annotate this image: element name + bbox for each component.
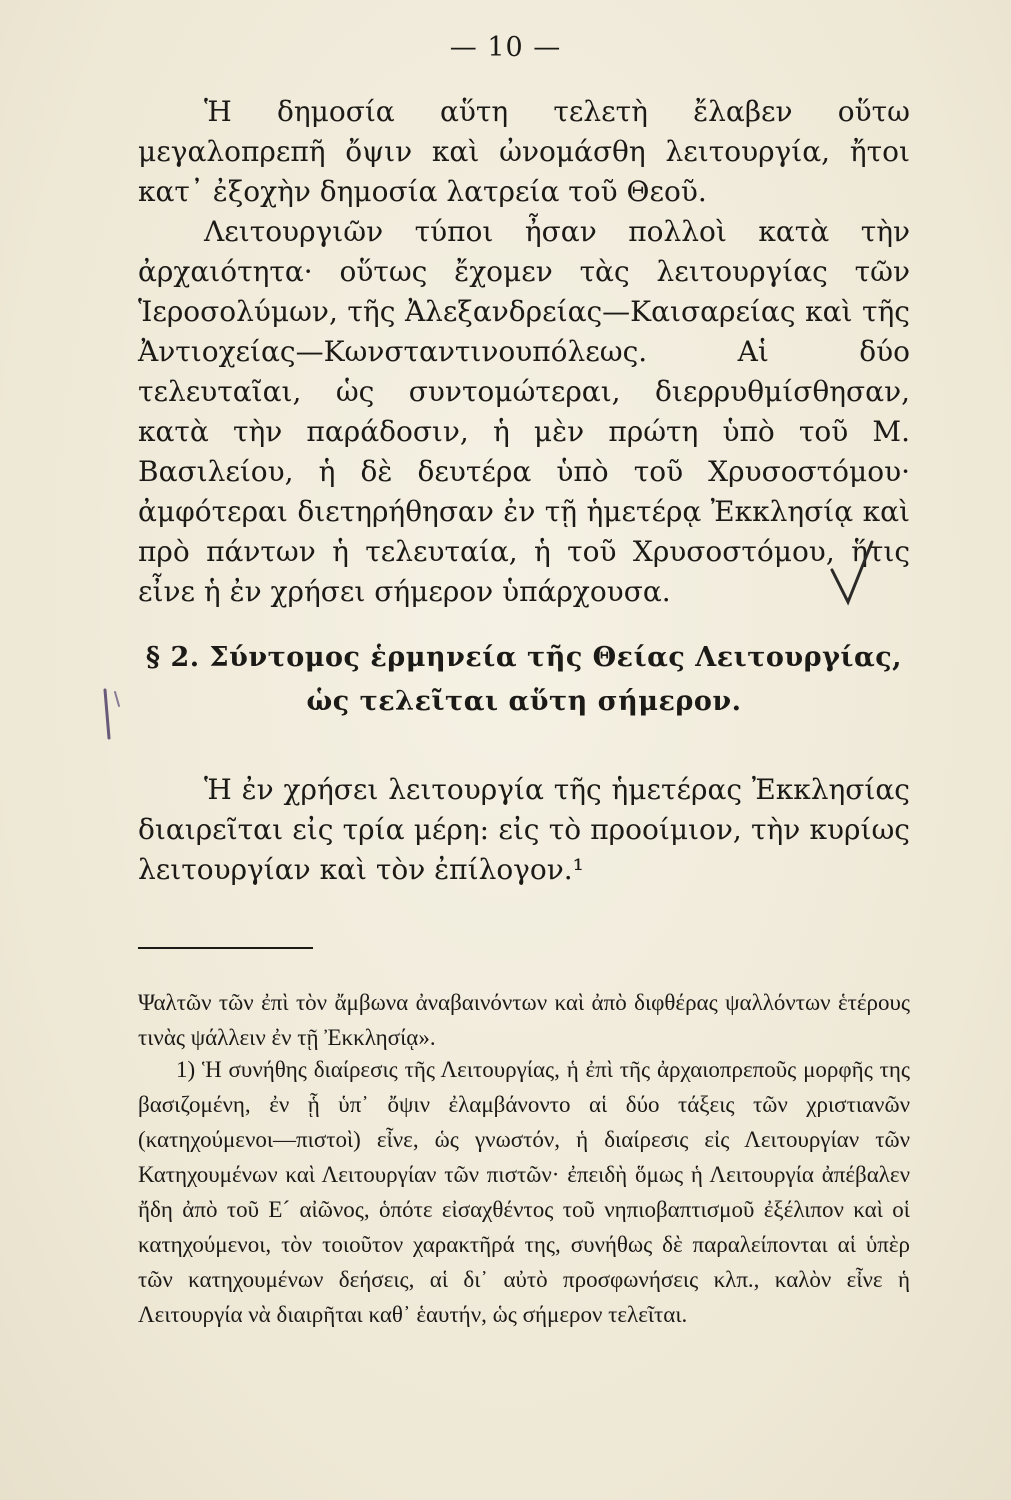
paragraph-liturgy-division: Ἡ ἐν χρήσει λειτουργία τῆς ἡμετέρας Ἐκκλησίας διαιρεῖται εἰς τρία μέρη: εἰς τὸ προοίμιον, τὴν κυρίως λειτουργίαν καὶ τὸν ἐπίλογον.¹ — [138, 773, 910, 886]
paragraph-liturgy-definition: Ἡ δημοσία αὕτη τελετὴ ἔλαβεν οὕτω μεγαλοπρεπῆ ὄψιν καὶ ὠνομάσθη λειτουργία, ἤτοι κατ᾽ ἐξοχὴν δημοσία λατρεία τοῦ Θεοῦ. — [138, 95, 910, 208]
footnote-1: 1) Ἡ συνήθης διαίρεσις τῆς Λειτουργίας, ἡ ἐπὶ τῆς ἀρχαιοπρεποῦς μορφῆς της βασιζομένη, ἐν ᾗ ὑπ᾽ ὄψιν ἐλαμβάνοντο αἱ δύο τάξεις τῶν χριστιανῶν (κατηχούμενοι—πιστοὶ) εἶνε, ὡς γνωστόν, ἡ διαίρεσις εἰς Λειτουργίαν τῶν Κατηχουμένων καὶ Λειτουργίαν τῶν πιστῶν· ἐπειδὴ ὅμως ἡ Λειτουργία ἀπέβαλεν ἤδη ἀπὸ τοῦ Ε´ αἰῶνος, ὁπότε εἰσαχθέντος τοῦ νηπιοβαπτισμοῦ ἐξέλιπον καὶ οἱ κατηχούμενοι, τὸν τοιοῦτον χαρακτῆρά της, συνήθως δὲ παραλείπονται αἱ ὑπὲρ τῶν κατηχουμένων δεήσεις, αἱ δι᾽ αὐτὸ προσφωνήσεις κλπ., καλὸν εἶνε ἡ Λειτουργία νὰ διαιρῆται καθ᾽ ἑαυτήν, ὡς σήμερον τελεῖται. — [138, 1057, 910, 1327]
section-heading-line-2: ὡς τελεῖται αὕτη σήμερον. — [306, 686, 742, 717]
section-heading — [138, 636, 910, 724]
footnote-divider — [138, 947, 313, 949]
footnote-continuation: Ψαλτῶν τῶν ἐπὶ τὸν ἄμβωνα ἀναβαινόντων καὶ ἀπὸ διφθέρας ψαλλόντων ἑτέρους τινὰς ψάλλειν ἐν τῇ Ἐκκλησίᾳ». — [138, 990, 910, 1050]
pencil-check-icon — [828, 540, 878, 614]
paragraph-liturgy-types: Λειτουργιῶν τύποι ἦσαν πολλοὶ κατὰ τὴν ἀρχαιότητα· οὕτως ἔχομεν τὰς λειτουργίας τῶν Ἱεροσολύμων, τῆς Ἀλεξανδρείας—Καισαρείας καὶ τῆς Ἀντιοχείας—Κωνσταντινουπόλεως. Αἱ δύο τελευταῖαι, ὡς συντομώτεραι, διερρυθμίσθησαν, κατὰ τὴν παράδοσιν, ἡ μὲν πρώτη ὑπὸ τοῦ Μ. Βασιλείου, ἡ δὲ δευτέρα ὑπὸ τοῦ Χρυσοστόμου· ἀμφότεραι διετηρήθησαν ἐν τῇ ἡμετέρᾳ Ἐκκλησίᾳ καὶ πρὸ πάντων ἡ τελευταία, ἡ τοῦ Χρυσοστόμου, ἥτις εἶνε ἡ ἐν χρήσει σήμερον ὑπάρχουσα. — [138, 215, 910, 608]
page-number: — 10 — — [449, 32, 562, 63]
pencil-margin-icon — [97, 686, 127, 750]
section-heading-line-1: § 2. Σύντομος ἑρμηνεία τῆς Θείας Λειτουργίας, — [145, 642, 903, 673]
